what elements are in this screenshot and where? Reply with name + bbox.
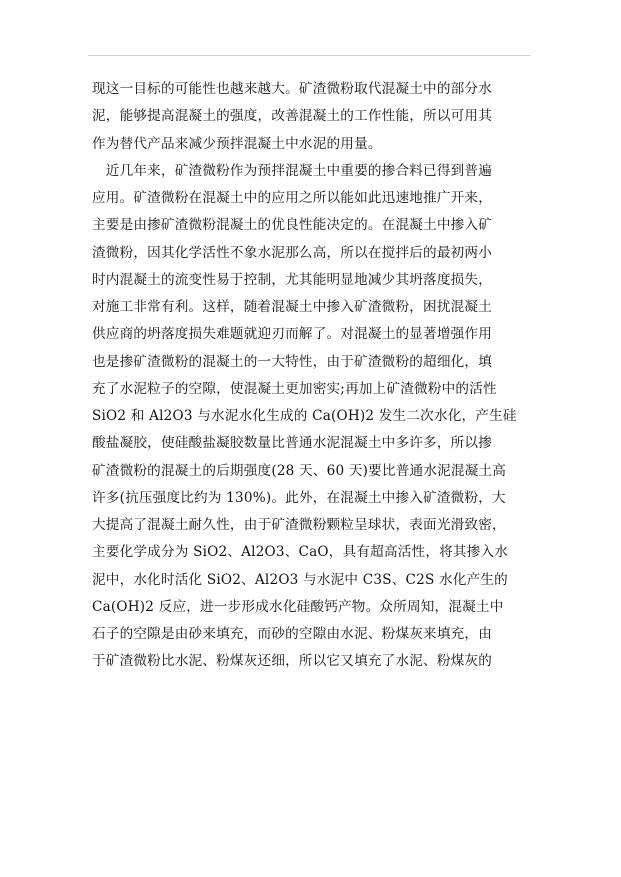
- text-line: 应用。矿渣微粉在混凝土中的应用之所以能如此迅速地推广开来，: [92, 190, 493, 206]
- text-line: 于矿渣微粉比水泥、粉煤灰还细，所以它又填充了水泥、粉煤灰的: [92, 653, 493, 670]
- paragraph-2: [92, 158, 532, 676]
- header-rule: [88, 55, 530, 56]
- text-line: 主要是由掺矿渣微粉混凝土的优良性能决定的。在混凝土中掺入矿: [92, 217, 493, 234]
- text-line: 石子的空隙是由砂来填充，而砂的空隙由水泥、粉煤灰来填充，由: [92, 626, 493, 642]
- text-line: 也是掺矿渣微粉的混凝土的一大特性，由于矿渣微粉的超细化，填: [92, 353, 493, 370]
- text-line: 作为替代产品来减少预拌混凝土中水泥的用量。: [92, 135, 382, 152]
- text-line: 充了水泥粒子的空隙，使混凝土更加密实;再加上矿渣微粉中的活性: [92, 380, 497, 397]
- text-line: 时内混凝土的流变性易于控制，尤其能明显地减少其坍落度损失，: [92, 271, 493, 288]
- text-line: 矿渣微粉的混凝土的后期强度(28 天、60 天)要比普通水泥混凝土高: [92, 462, 507, 479]
- text-line: 供应商的坍落度损失难题就迎刃而解了。对混凝土的显著增强作用: [92, 326, 493, 343]
- text-line: 大提高了混凝土耐久性，由于矿渣微粉颗粒呈球状，表面光滑致密，: [92, 517, 506, 533]
- paragraph-1: [92, 76, 532, 158]
- text-line: 泥，能够提高混凝土的强度，改善混凝土的工作性能，所以可用其: [92, 108, 493, 125]
- text-line: Ca(OH)2 反应，进一步形成水化硅酸钙产物。众所周知，混凝土中: [92, 598, 504, 615]
- document-body: [92, 76, 532, 676]
- text-line: SiO2 和 Al2O3 与水泥水化生成的 Ca(OH)2 发生二次水化，产生硅: [92, 408, 517, 424]
- text-line: 现这一目标的可能性也越来越大。矿渣微粉取代混凝土中的部分水: [92, 81, 493, 97]
- text-line: 主要化学成分为 SiO2、Al2O3、CaO，具有超高活性，将其掺入水: [92, 544, 509, 561]
- text-line: 许多(抗压强度比约为 130%)。此外，在混凝土中掺入矿渣微粉，大: [92, 489, 506, 506]
- text-line: 泥中，水化时活化 SiO2、Al2O3 与水泥中 C3S、C2S 水化产生的: [92, 571, 508, 588]
- text-line: 酸盐凝胶，使硅酸盐凝胶数量比普通水泥混凝土中多许多，所以掺: [92, 435, 493, 452]
- text-line: 对施工非常有利。这样，随着混凝土中掺入矿渣微粉，困扰混凝土: [92, 299, 493, 315]
- text-line: 近几年来，矿渣微粉作为预拌混凝土中重要的掺合料已得到普遍: [92, 162, 493, 179]
- text-line: 渣微粉，因其化学活性不象水泥那么高，所以在搅拌后的最初两小: [92, 244, 493, 261]
